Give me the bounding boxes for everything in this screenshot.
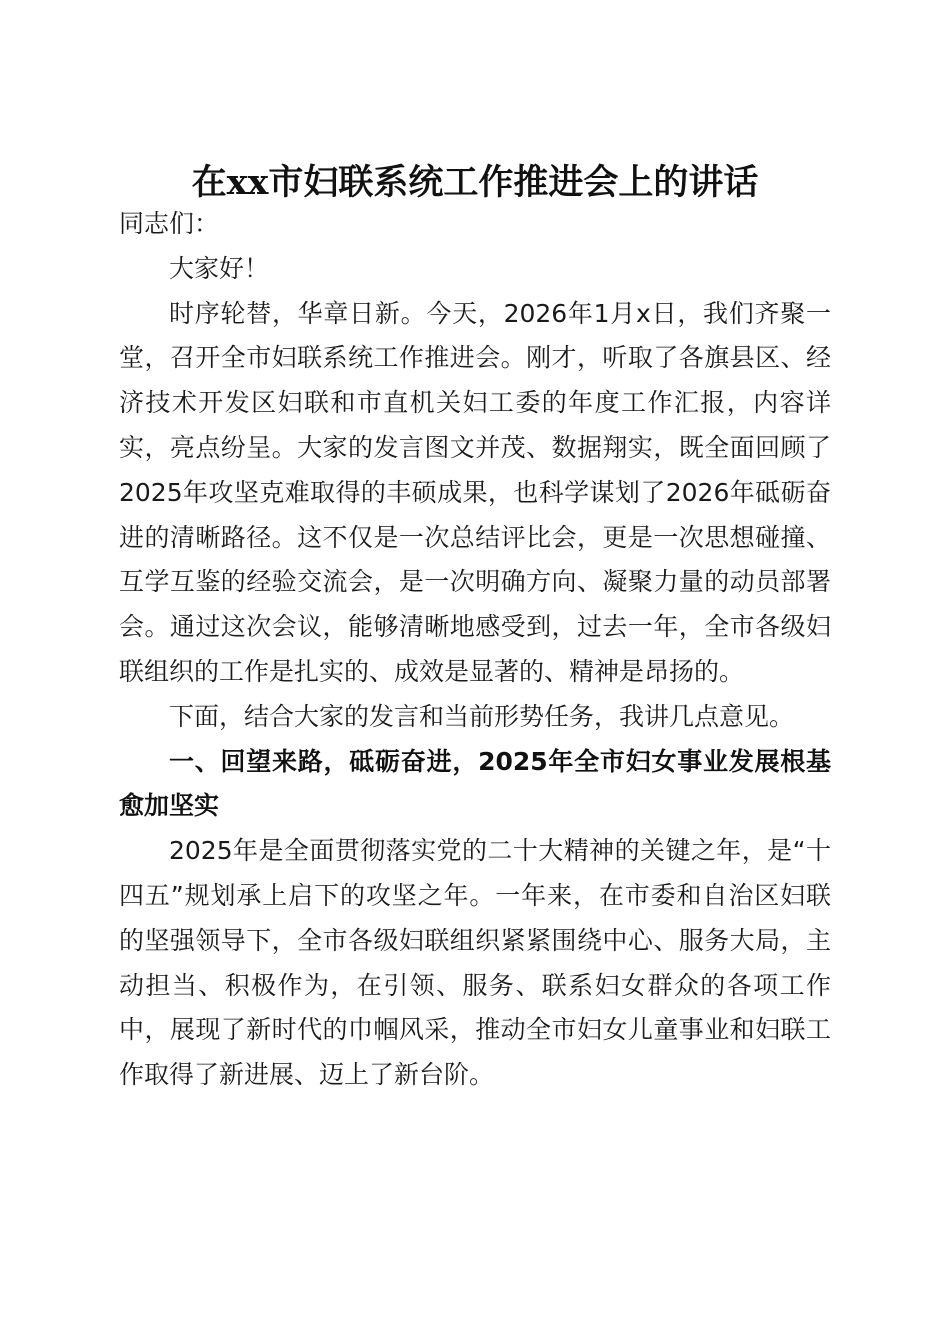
section-heading: 一、回望来路，砥砺奋进，2025年全市妇女事业发展根基愈加坚实 xyxy=(119,746,831,821)
salutation: 同志们： xyxy=(119,209,220,238)
document-title: 在xx市妇联系统工作推进会上的讲话 xyxy=(191,162,759,204)
section-paragraph: 2025年是全面贯彻落实党的二十大精神的关键之年，是“十四五”规划承上启下的攻坚之年。一年来，在市委和自治区妇联的坚强领导下，全市各级妇联组织紧紧围绕中心、服务大局，主动担当、积极作为，在引领、服务、联系妇女群众的各项工作中，展现了新时代的巾帼风采，推动全市妇女儿童事业和妇联工作取得了新进展、迈上了新台阶。 xyxy=(119,836,831,1090)
transition-paragraph: 下面，结合大家的发言和当前形势任务，我讲几点意见。 xyxy=(169,701,795,731)
greeting: 大家好！ xyxy=(169,253,270,283)
document-body xyxy=(119,202,831,1098)
opening-paragraph: 时序轮替，华章日新。今天，2026年1月x日，我们齐聚一堂，召开全市妇联系统工作推进会。刚才，听取了各旗县区、经济技术开发区妇联和市直机关妇工委的年度工作汇报，内容详实，亮点纷呈。大家的发言图文并茂、数据翔实，既全面回顾了2025年攻坚克难取得的丰硕成果，也科学谋划了2026年砥砺奋进的清晰路径。这不仅是一次总结评比会，更是一次思想碰撞、互学互鉴的经验交流会，是一次明确方向、凝聚力量的动员部署会。通过这次会议，能够清晰地感受到，过去一年，全市各级妇联组织的工作是扎实的、成效是显著的、精神是昂扬的。 xyxy=(119,298,831,686)
